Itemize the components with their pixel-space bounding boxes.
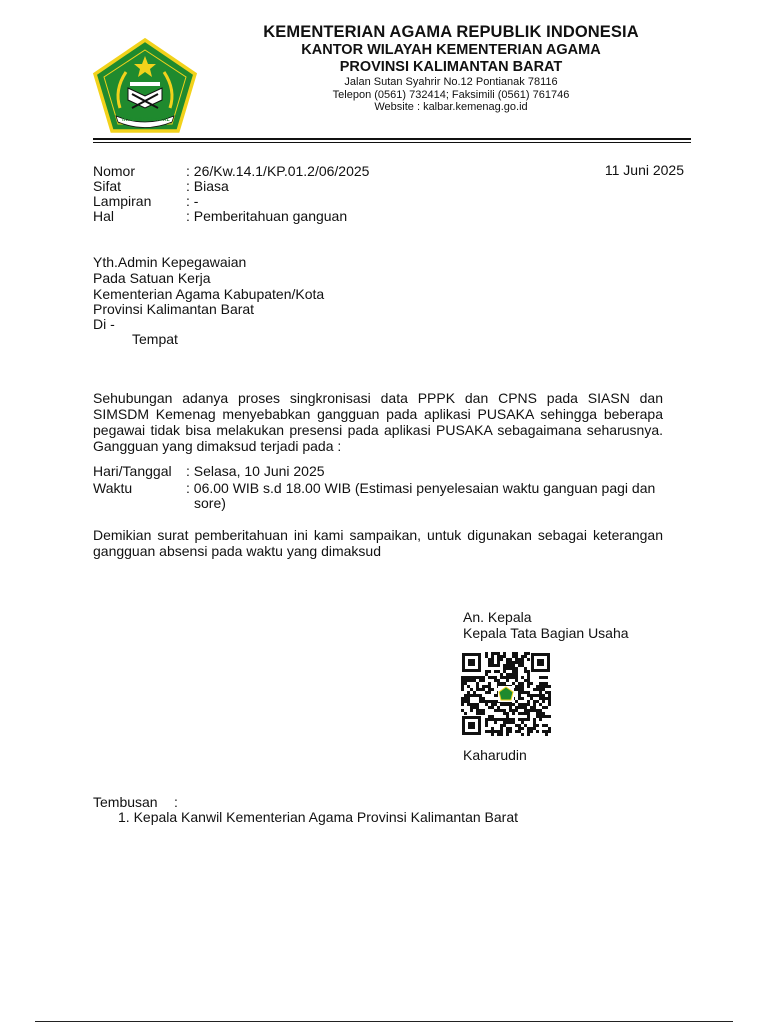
cc-item: 1. Kepala Kanwil Kementerian Agama Provinsi Kalimantan Barat — [118, 809, 518, 825]
schedule-value-time-cont: sore) — [194, 495, 226, 511]
field-value-hal: : Pemberitahuan ganguan — [186, 208, 348, 224]
schedule-value-date: : Selasa, 10 Juni 2025 — [186, 463, 325, 479]
signatory-name: Kaharudin — [463, 747, 527, 763]
field-label-sifat: Sifat — [93, 178, 122, 194]
letterhead-divider-thin — [93, 142, 691, 143]
recipient-line: Kementerian Agama Kabupaten/Kota — [93, 286, 325, 302]
letterhead-office: KANTOR WILAYAH KEMENTERIAN AGAMA — [301, 42, 601, 58]
recipient-line: Di - — [93, 316, 115, 332]
body-paragraph-1: Sehubungan adanya proses singkronisasi data PPPK dan CPNS pada SIASN dan SIMSDM Kemenag menyebabkan gangguan pada aplikasi PUSAKA sehingga beberapa pegawai tidak bisa melakukan presensi pada aplikasi PUSAKA sebagaimana seharusnya. Gangguan yang dimaksud terjadi pada : — [93, 390, 663, 454]
schedule-label-time: Waktu — [93, 480, 133, 496]
field-value-lampiran: : - — [186, 193, 199, 209]
letterhead-address: Jalan Sutan Syahrir No.12 Pontianak 78116 — [344, 76, 558, 88]
letterhead-divider-thick — [93, 138, 691, 140]
signature-authority: An. Kepala — [463, 609, 532, 625]
letter-date: 11 Juni 2025 — [604, 162, 684, 178]
field-value-nomor: : 26/Kw.14.1/KP.01.2/06/2025 — [186, 163, 370, 179]
qr-code-icon — [461, 652, 551, 736]
recipient-line: Pada Satuan Kerja — [93, 270, 211, 286]
cc-label: Tembusan — [93, 794, 158, 810]
field-value-sifat: : Biasa — [186, 178, 229, 194]
field-label-nomor: Nomor — [93, 163, 136, 179]
signature-position: Kepala Tata Bagian Usaha — [463, 625, 629, 641]
letterhead-province: PROVINSI KALIMANTAN BARAT — [339, 59, 563, 75]
letterhead-ministry: KEMENTERIAN AGAMA REPUBLIK INDONESIA — [263, 23, 639, 41]
recipient-line: Provinsi Kalimantan Barat — [93, 301, 255, 317]
letterhead-phone: Telepon (0561) 732414; Faksimili (0561) 761746 — [332, 89, 570, 101]
logo-motto: IKHLAS BERAMAL — [122, 117, 170, 123]
footer-divider — [35, 1021, 733, 1022]
schedule-value-time: : 06.00 WIB s.d 18.00 WIB (Estimasi penyelesaian waktu ganguan pagi dan — [186, 480, 656, 496]
recipient-line: Yth.Admin Kepegawaian — [93, 254, 247, 270]
schedule-label-date: Hari/Tanggal — [93, 463, 172, 479]
recipient-place: Tempat — [132, 331, 178, 347]
field-label-lampiran: Lampiran — [93, 193, 152, 209]
body-paragraph-2: Demikian surat pemberitahuan ini kami sampaikan, untuk digunakan sebagai keterangan gangguan absensi pada waktu yang dimaksud — [93, 527, 663, 559]
field-label-hal: Hal — [93, 208, 115, 224]
cc-colon: : — [174, 794, 178, 810]
letterhead-website: Website : kalbar.kemenag.go.id — [374, 101, 528, 113]
